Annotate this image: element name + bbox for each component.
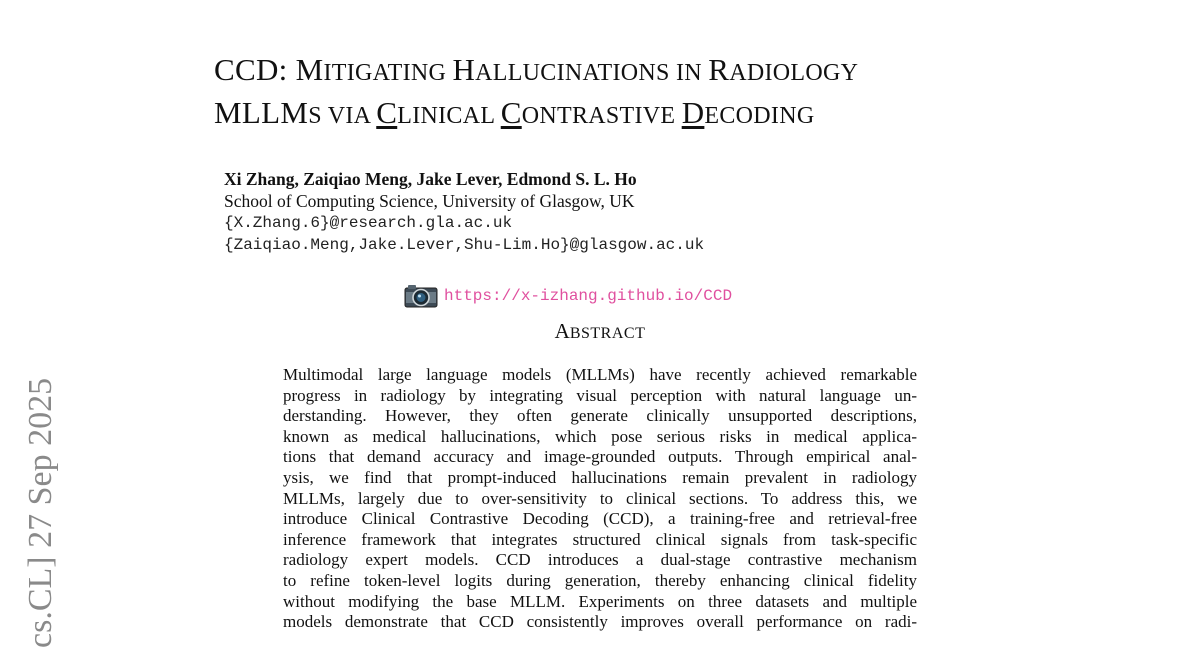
paper-title (214, 50, 858, 136)
abstract-line: progress in radiology by integrating visual perception with natural language un- (283, 385, 917, 405)
title-segment: MLLM (214, 95, 309, 130)
title-segment: ALLUCINATIONS IN (475, 60, 709, 86)
abstract-line: ysis, we find that prompt-induced hallucinations remain prevalent in radiology (283, 467, 917, 487)
abstract-line: radiology expert models. CCD introduces a dual-stage contrastive mechanism (283, 550, 917, 570)
title-segment: CCD: M (214, 52, 324, 87)
title-line-1 (214, 50, 858, 93)
abstract-line: known as medical hallucinations, which pose serious risks in medical applica- (283, 426, 917, 446)
abstract-heading-initial: A (554, 319, 570, 343)
email-2[interactable]: {Zaiqiao.Meng,Jake.Lever,Shu-Lim.Ho}@glasgow.ac.uk (224, 236, 705, 254)
email-1[interactable]: {X.Zhang.6}@research.gla.ac.uk (224, 214, 513, 232)
project-url-link[interactable]: https://x-izhang.github.io/CCD (444, 287, 733, 305)
arxiv-sidebar-stamp: cs.CL] 27 Sep 2025 (22, 377, 59, 648)
abstract-heading (0, 319, 1200, 344)
title-segment: ONTRASTIVE (521, 103, 682, 129)
title-segment: ECODING (704, 103, 815, 129)
affiliation: School of Computing Science, University of Glasgow, UK (224, 191, 635, 211)
camera-icon (404, 284, 438, 308)
title-segment: C (500, 95, 522, 130)
title-segment: D (681, 95, 705, 130)
abstract-line: introduce Clinical Contrastive Decoding (CCD), a training-free and retrieval-free (283, 509, 917, 529)
title-segment: R (708, 52, 730, 87)
abstract-line: derstanding. However, they often generate clinically unsupported descriptions, (283, 406, 917, 426)
title-line-2 (214, 93, 858, 136)
title-segment: ADIOLOGY (729, 60, 859, 86)
title-segment: H (452, 52, 476, 87)
abstract-line: models demonstrate that CCD consistently improves overall performance on radi- (283, 612, 917, 632)
abstract-line: inference framework that integrates structured clinical signals from task-specific (283, 529, 917, 549)
abstract-line: Multimodal large language models (MLLMs) have recently achieved remarkable (283, 365, 917, 384)
author-block (224, 168, 704, 256)
abstract-line: to refine token-level logits during generation, thereby enhancing clinical fidelity (283, 570, 917, 590)
author-names: Xi Zhang, Zaiqiao Meng, Jake Lever, Edmond S. L. Ho (224, 169, 637, 189)
abstract-body (283, 365, 917, 633)
abstract-line: tions that demand accuracy and image-grounded outputs. Through empirical anal- (283, 447, 917, 467)
title-segment: C (376, 95, 398, 130)
abstract-heading-rest: BSTRACT (569, 325, 646, 342)
title-segment: S VIA (308, 103, 377, 129)
abstract-line: without modifying the base MLLM. Experiments on three datasets and multiple (283, 591, 917, 611)
title-segment: LINICAL (397, 103, 501, 129)
abstract-line: MLLMs, largely due to over-sensitivity to clinical sections. To address this, we (283, 488, 917, 508)
title-segment: ITIGATING (323, 60, 453, 86)
project-link-row[interactable] (404, 284, 732, 308)
